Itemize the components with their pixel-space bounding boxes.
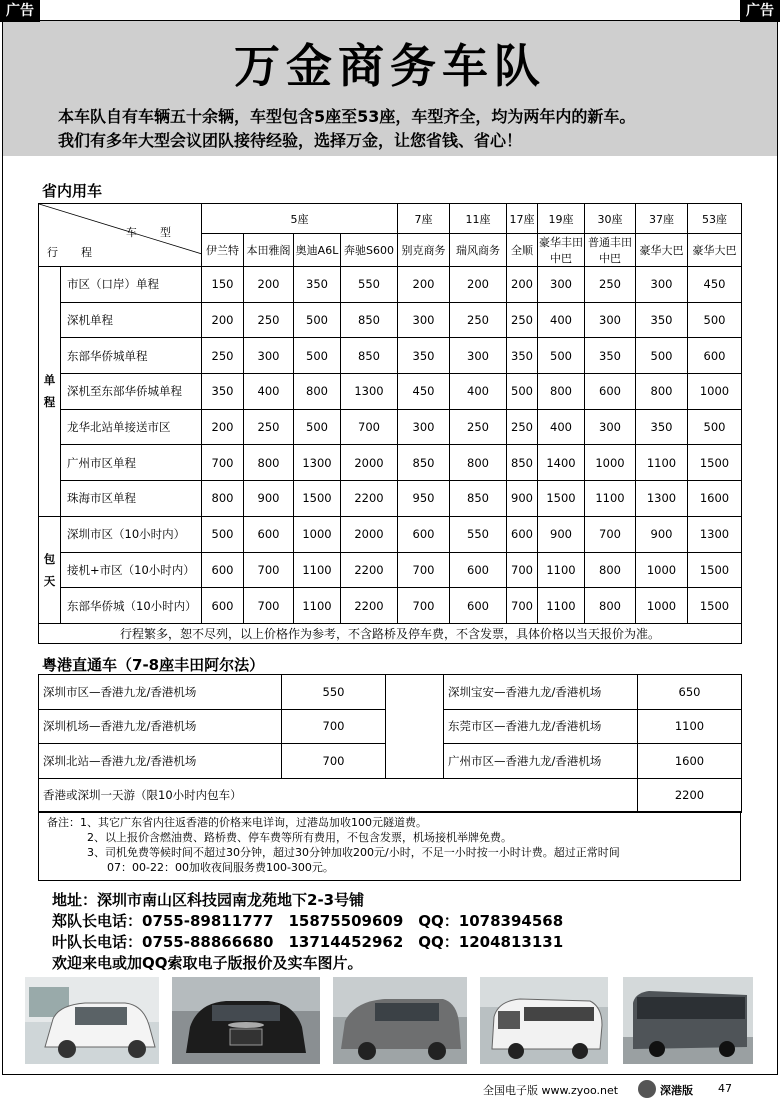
price-cell: 1100	[294, 552, 341, 588]
corner-route-label: 行 程	[47, 246, 98, 259]
price-cell: 1100	[538, 588, 585, 624]
remark-line: 07：00-22：00加收夜间服务费100-300元。	[107, 861, 334, 874]
hk-price: 650	[638, 675, 742, 710]
price-cell: 250	[244, 302, 294, 338]
price-cell: 2200	[341, 481, 398, 517]
price-cell: 2000	[341, 516, 398, 552]
intro-line-1: 本车队自有车辆五十余辆，车型包含5座至53座，车型齐全，均为两年内的新车。	[58, 107, 636, 126]
table-note: 行程繁多，恕不尽列，以上价格作为参考，不含路桥及停车费，不含发票，具体价格以当天报价为准。	[39, 623, 742, 643]
price-cell: 600	[688, 338, 742, 374]
price-cell: 350	[636, 302, 688, 338]
hk-route: 深圳北站—香港九龙/香港机场	[39, 744, 282, 779]
price-cell: 200	[202, 409, 244, 445]
price-cell: 300	[585, 409, 636, 445]
hk-price: 700	[282, 709, 386, 744]
price-cell: 600	[450, 588, 507, 624]
price-cell: 1100	[585, 481, 636, 517]
price-cell: 350	[202, 374, 244, 410]
price-cell: 1300	[341, 374, 398, 410]
price-table	[38, 203, 742, 644]
remark-line: 3、司机免费等候时间不超过30分钟，超过30分钟加收200元/小时，不足一小时按一小时计费。超过正常时间	[87, 846, 620, 859]
model-header: 奥迪A6L	[294, 234, 341, 267]
price-cell: 550	[341, 267, 398, 303]
table-row	[39, 516, 742, 552]
hk-price: 550	[282, 675, 386, 710]
route-name: 龙华北站单接送市区	[61, 409, 202, 445]
price-cell: 350	[585, 338, 636, 374]
price-cell: 800	[294, 374, 341, 410]
price-cell: 300	[538, 267, 585, 303]
hk-route: 深圳宝安—香港九龙/香港机场	[444, 675, 638, 710]
price-cell: 1100	[636, 445, 688, 481]
contact-ye: 叶队长电话：0755-88866680 13714452962 QQ：1204813131	[52, 933, 564, 951]
table-row	[39, 409, 742, 445]
route-name: 深机至东部华侨城单程	[61, 374, 202, 410]
price-cell: 1400	[538, 445, 585, 481]
price-cell: 350	[636, 409, 688, 445]
hk-route: 东莞市区—香港九龙/香港机场	[444, 709, 638, 744]
seat-group-header: 7座	[398, 204, 450, 234]
group-label	[39, 516, 61, 623]
price-cell: 700	[507, 588, 538, 624]
model-header: 豪华丰田中巴	[538, 234, 585, 267]
price-cell: 300	[636, 267, 688, 303]
model-header: 奔驰S600	[341, 234, 398, 267]
price-cell: 250	[202, 338, 244, 374]
price-cell: 500	[294, 409, 341, 445]
price-cell: 1500	[688, 588, 742, 624]
hk-price: 1100	[638, 709, 742, 744]
price-cell: 1300	[636, 481, 688, 517]
price-cell: 1300	[294, 445, 341, 481]
price-cell: 850	[507, 445, 538, 481]
price-cell: 600	[450, 552, 507, 588]
seat-group-header: 53座	[688, 204, 742, 234]
table-row	[39, 374, 742, 410]
route-name: 接机+市区（10小时内）	[61, 552, 202, 588]
hk-price: 1600	[638, 744, 742, 779]
seat-group-header: 5座	[202, 204, 398, 234]
photo-toyota-alphard	[25, 977, 159, 1064]
intro-line-2: 我们有多年大型会议团队接待经验，选择万金，让您省钱、省心！	[58, 131, 523, 150]
price-cell: 800	[636, 374, 688, 410]
price-cell: 700	[398, 588, 450, 624]
price-cell: 950	[398, 481, 450, 517]
price-cell: 400	[450, 374, 507, 410]
price-cell: 450	[688, 267, 742, 303]
route-name: 深机单程	[61, 302, 202, 338]
contact-zheng: 郑队长电话：0755-89811777 15875509609 QQ：1078394568	[52, 912, 564, 930]
price-cell: 850	[450, 481, 507, 517]
seat-group-header: 19座	[538, 204, 585, 234]
price-cell: 250	[507, 409, 538, 445]
ad-tag-left: 广告	[0, 0, 40, 22]
table-row	[39, 338, 742, 374]
price-cell: 550	[450, 516, 507, 552]
price-cell: 350	[507, 338, 538, 374]
table-corner	[39, 204, 202, 267]
price-cell: 700	[341, 409, 398, 445]
price-cell: 500	[688, 409, 742, 445]
price-cell: 350	[294, 267, 341, 303]
table-row	[39, 267, 742, 303]
price-cell: 1100	[538, 552, 585, 588]
route-name: 广州市区单程	[61, 445, 202, 481]
price-cell: 700	[202, 445, 244, 481]
corner-model-label: 车 型	[126, 226, 177, 239]
route-name: 市区（口岸）单程	[61, 267, 202, 303]
price-cell: 500	[688, 302, 742, 338]
price-cell: 1000	[585, 445, 636, 481]
route-name: 东部华侨城（10小时内）	[61, 588, 202, 624]
price-cell: 850	[398, 445, 450, 481]
table-row	[39, 302, 742, 338]
price-cell: 400	[538, 409, 585, 445]
page-number: 47	[718, 1082, 732, 1095]
footer-logo-icon	[638, 1080, 656, 1098]
price-cell: 450	[398, 374, 450, 410]
price-cell: 1000	[636, 552, 688, 588]
price-cell: 1500	[688, 552, 742, 588]
price-cell: 500	[507, 374, 538, 410]
price-cell: 700	[507, 552, 538, 588]
price-cell: 500	[294, 338, 341, 374]
model-header: 全顺	[507, 234, 538, 267]
price-cell: 250	[244, 409, 294, 445]
price-cell: 1500	[538, 481, 585, 517]
hk-table	[38, 674, 742, 813]
price-cell: 500	[538, 338, 585, 374]
photo-buick-gl8	[333, 977, 467, 1064]
hk-day-tour: 香港或深圳一天游（限10小时内包车）	[39, 778, 638, 813]
group-label	[39, 267, 61, 517]
group-label-text: 包天	[43, 551, 56, 588]
remark-line: 2、以上报价含燃油费、路桥费、停车费等所有费用，不包含发票，机场接机举牌免费。	[87, 831, 512, 844]
price-cell: 700	[244, 552, 294, 588]
price-cell: 250	[585, 267, 636, 303]
price-cell: 600	[398, 516, 450, 552]
price-cell: 500	[202, 516, 244, 552]
price-cell: 900	[636, 516, 688, 552]
price-cell: 1000	[688, 374, 742, 410]
table-row	[39, 481, 742, 517]
price-cell: 600	[244, 516, 294, 552]
price-cell: 2200	[341, 588, 398, 624]
price-cell: 600	[202, 552, 244, 588]
price-cell: 600	[202, 588, 244, 624]
price-cell: 200	[398, 267, 450, 303]
route-name: 珠海市区单程	[61, 481, 202, 517]
page-title: 万金商务车队	[234, 39, 546, 93]
price-cell: 1100	[294, 588, 341, 624]
hk-route: 深圳机场—香港九龙/香港机场	[39, 709, 282, 744]
price-cell: 600	[507, 516, 538, 552]
price-cell: 800	[202, 481, 244, 517]
price-cell: 500	[636, 338, 688, 374]
hk-day-tour-price: 2200	[638, 778, 742, 813]
price-cell: 900	[244, 481, 294, 517]
price-cell: 2000	[341, 445, 398, 481]
price-cell: 200	[507, 267, 538, 303]
price-cell: 250	[507, 302, 538, 338]
model-header: 瑞风商务	[450, 234, 507, 267]
ad-tag-right: 广告	[740, 0, 780, 22]
footer-edition-name: 深港版	[660, 1084, 693, 1097]
price-cell: 1000	[294, 516, 341, 552]
price-cell: 800	[538, 374, 585, 410]
seat-group-header: 11座	[450, 204, 507, 234]
price-cell: 850	[341, 338, 398, 374]
section-title-hk: 粤港直通车（7-8座丰田阿尔法）	[42, 656, 265, 674]
price-cell: 850	[341, 302, 398, 338]
photo-luxury-coach	[623, 977, 753, 1064]
table-row	[39, 588, 742, 624]
route-name: 深圳市区（10小时内）	[61, 516, 202, 552]
price-cell: 700	[244, 588, 294, 624]
photo-audi-a6l	[172, 977, 320, 1064]
price-cell: 1500	[688, 445, 742, 481]
price-cell: 250	[450, 302, 507, 338]
price-cell: 700	[585, 516, 636, 552]
price-cell: 300	[398, 409, 450, 445]
price-cell: 250	[450, 409, 507, 445]
price-cell: 200	[244, 267, 294, 303]
price-cell: 150	[202, 267, 244, 303]
contact-welcome: 欢迎来电或加QQ索取电子版报价及实车图片。	[52, 954, 363, 972]
hk-price: 700	[282, 744, 386, 779]
photo-toyota-coaster	[480, 977, 608, 1064]
group-label-text: 单程	[43, 373, 56, 410]
model-header: 豪华大巴	[688, 234, 742, 267]
price-cell: 800	[244, 445, 294, 481]
price-cell: 2200	[341, 552, 398, 588]
table-row	[39, 445, 742, 481]
remark-line: 备注：1、其它广东省内往返香港的价格来电详询，过港岛加收100元隧道费。	[47, 816, 427, 829]
hk-spacer	[386, 675, 444, 779]
seat-group-header: 30座	[585, 204, 636, 234]
footer-edition: 全国电子版 www.zyoo.net	[483, 1084, 619, 1097]
table-row	[39, 552, 742, 588]
seat-group-header: 37座	[636, 204, 688, 234]
model-header: 豪华大巴	[636, 234, 688, 267]
contact-address: 地址：深圳市南山区科技园南龙苑地下2-3号铺	[52, 891, 365, 909]
price-cell: 200	[202, 302, 244, 338]
price-cell: 800	[450, 445, 507, 481]
price-cell: 400	[244, 374, 294, 410]
price-cell: 400	[538, 302, 585, 338]
price-cell: 500	[294, 302, 341, 338]
price-cell: 1000	[636, 588, 688, 624]
price-cell: 800	[585, 588, 636, 624]
model-header: 普通丰田中巴	[585, 234, 636, 267]
model-header: 伊兰特	[202, 234, 244, 267]
hk-route: 深圳市区—香港九龙/香港机场	[39, 675, 282, 710]
price-cell: 1600	[688, 481, 742, 517]
price-cell: 900	[538, 516, 585, 552]
hk-route: 广州市区—香港九龙/香港机场	[444, 744, 638, 779]
price-cell: 700	[398, 552, 450, 588]
remarks-box	[38, 811, 741, 881]
model-header: 别克商务	[398, 234, 450, 267]
price-cell: 300	[585, 302, 636, 338]
price-cell: 600	[585, 374, 636, 410]
price-cell: 300	[398, 302, 450, 338]
route-name: 东部华侨城单程	[61, 338, 202, 374]
price-cell: 200	[450, 267, 507, 303]
price-cell: 350	[398, 338, 450, 374]
price-cell: 900	[507, 481, 538, 517]
seat-group-header: 17座	[507, 204, 538, 234]
price-cell: 1300	[688, 516, 742, 552]
price-cell: 800	[585, 552, 636, 588]
price-cell: 1500	[294, 481, 341, 517]
model-header: 本田雅阁	[244, 234, 294, 267]
price-cell: 300	[450, 338, 507, 374]
price-cell: 300	[244, 338, 294, 374]
section-title-domestic: 省内用车	[42, 182, 103, 200]
